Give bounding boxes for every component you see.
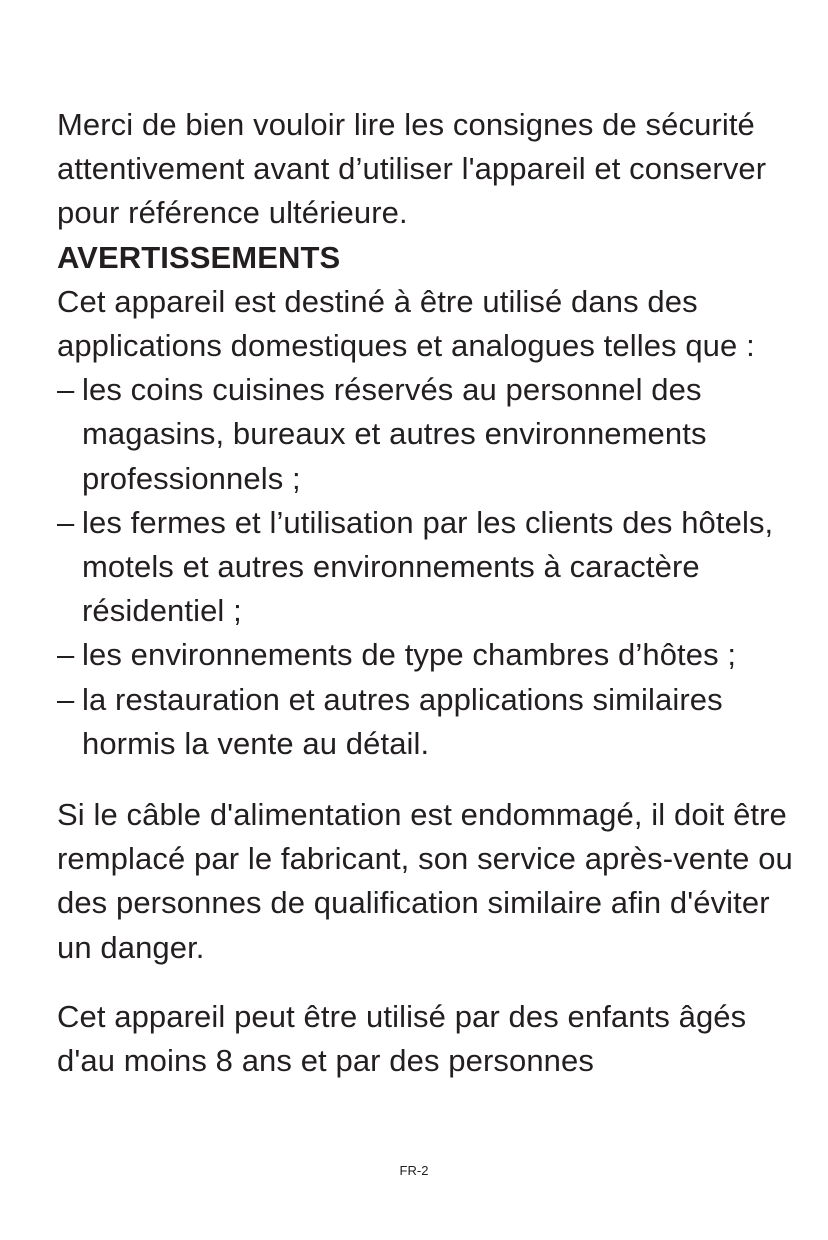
usage-list — [57, 368, 797, 766]
dash-bullet: – — [57, 504, 75, 540]
dash-bullet: – — [57, 681, 75, 717]
list-item — [57, 633, 797, 677]
list-item-text: la restauration et autres applications similaires hormis la vente au détail. — [82, 681, 723, 761]
list-item — [57, 368, 797, 501]
list-item-text: les fermes et l’utilisation par les clients des hôtels, motels et autres environnements à caractère résidentiel ; — [82, 504, 774, 629]
list-item-text: les environnements de type chambres d’hôtes ; — [82, 637, 737, 673]
children-warning-paragraph: Cet appareil peut être utilisé par des enfants âgés d'au moins 8 ans et par des personnes — [57, 998, 747, 1079]
manual-page — [57, 103, 797, 1083]
cable-warning-paragraph: Si le câble d'alimentation est endommagé, il doit être remplacé par le fabricant, son service après-vente ou des personnes de qualification similaire afin d'éviter un danger. — [57, 797, 793, 965]
list-item-text: les coins cuisines réservés au personnel des magasins, bureaux et autres environnements professionnels ; — [82, 372, 707, 496]
intro-paragraph: Merci de bien vouloir lire les consignes de sécurité attentivement avant d’utiliser l'appareil et conserver pour référence ultérieure. — [57, 107, 767, 231]
page-number: FR-2 — [399, 1163, 429, 1178]
list-item — [57, 501, 797, 634]
usage-intro-paragraph: Cet appareil est destiné à être utilisé dans des applications domestiques et analogues telles que : — [57, 283, 755, 364]
dash-bullet: – — [57, 637, 75, 673]
warnings-heading: AVERTISSEMENTS — [57, 239, 341, 275]
dash-bullet: – — [57, 372, 75, 408]
list-item — [57, 678, 797, 766]
